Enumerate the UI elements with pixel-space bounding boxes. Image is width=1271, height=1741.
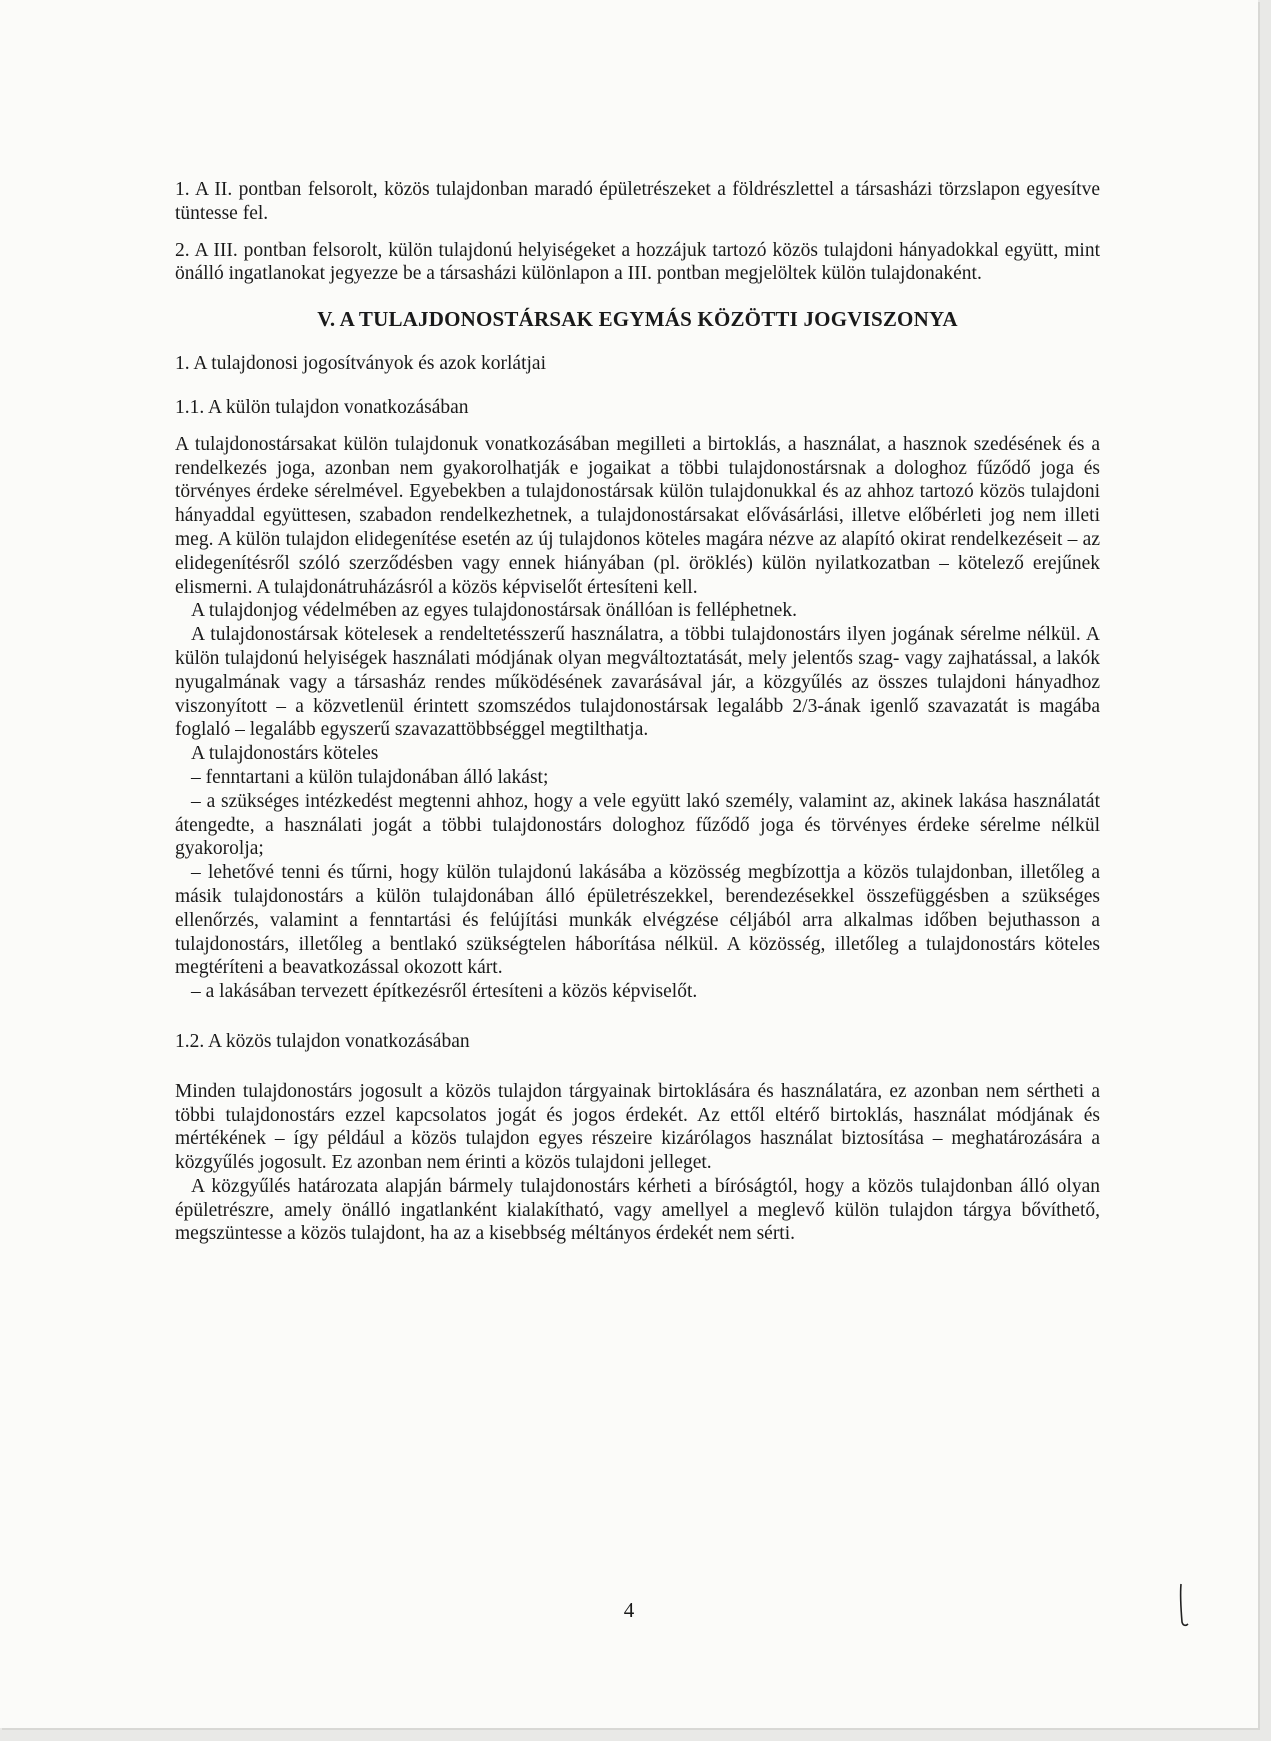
subheading-1-2: 1.2. A közös tulajdon vonatkozásában — [175, 1030, 470, 1052]
section-1-1-paragraph-2: A tulajdonjog védelmében az egyes tulajdonostársak önállóan is felléphetnek. — [191, 600, 797, 622]
paragraph-2: 2. A III. pontban felsorolt, külön tulajdonú helyiségeket a hozzájuk tartozó közös tulajdoni hányadokkal együtt, mint önálló ingatlanokat jegyezze be a társasházi különlapon a III. pontban megjelöltek külön tulajdonaként. — [175, 239, 1100, 285]
section-1-1-paragraph-3: A tulajdonostársak kötelesek a rendeltetésszerű használatra, a többi tulajdonostárs ilyen jogának sérelme nélkül. A külön tulajdonú helyiségek használati módjának olyan megváltoztatását, mely jelentős szag- vagy zajhatással, a lakók nyugalmának vagy a társasház rendes működésének zavarásával jár, a közgyűlés az összes tulajdoni hányadhoz viszonyított – a közvetlenül érintett szomszédos tulajdonostársak legalább 2/3-ának igenlő szavazatát is magába foglaló – legalább egyszerű szavazattöbbséggel megtilthatja. — [175, 624, 1100, 741]
obligation-item-4: – a lakásában tervezett építkezésről értesíteni a közös képviselőt. — [191, 981, 698, 1003]
obligation-item-2: – a szükséges intézkedést megtenni ahhoz, hogy a vele együtt lakó személy, valamint az, akinek lakása használatát átengedte, a használati jogát a többi tulajdonostárs dologhoz fűződő joga és törvényes érdeke sérelme nélkül gyakorolja; — [175, 790, 1100, 860]
obligation-item-1: – fenntartani a külön tulajdonában álló lakást; — [191, 766, 549, 788]
paragraph-1: 1. A II. pontban felsorolt, közös tulajdonban maradó épületrészeket a földrészlettel a társasházi törzslapon egyesítve tüntesse fel. — [175, 179, 1100, 224]
obligations-intro: A tulajdonostárs köteles — [191, 743, 379, 765]
obligation-item-3: – lehetővé tenni és tűrni, hogy külön tulajdonú lakásába a közösség megbízottja a közös tulajdonban, illetőleg a másik tulajdonostárs a külön tulajdonában álló épületrészekkel, berendezésekkel összefüggésben a szükséges ellenőrzés, valamint a fenntartási és felújítási munkák elvégzése céljából arra alkalmas időben bejuthasson a tulajdonostárs, illetőleg a bentlakó szükségtelen háborítása nélkül. A közösség, illetőleg a tulajdonostárs köteles megtéríteni a beavatkozással okozott kárt. — [175, 862, 1100, 979]
subheading-1-1: 1.1. A külön tulajdon vonatkozásában — [175, 396, 469, 418]
handwritten-initial-mark — [1175, 1582, 1189, 1630]
page-number: 4 — [623, 1598, 635, 1622]
section-1-2-paragraph-1: Minden tulajdonostárs jogosult a közös tulajdon tárgyainak birtoklására és használatára, ez azonban nem sértheti a többi tulajdonostárs ezzel kapcsolatos jogát és jogos érdekét. Az ettől eltérő birtoklás, használat módjának és mértékének – így például a közös tulajdon egyes részeire kizárólagos használat biztosítása – meghatározására a közgyűlés jogosult. Ez azonban nem érinti a közös tulajdoni jelleget. — [175, 1080, 1100, 1174]
subheading-1: 1. A tulajdonosi jogosítványok és azok korlátjai — [175, 353, 546, 375]
section-1-2-paragraph-2: A közgyűlés határozata alapján bármely tulajdonostárs kérheti a bíróságtól, hogy a közös tulajdonban álló olyan épületrészre, amely önálló ingatlanként kialakítható, vagy amellyel a meglevő külön tulajdon tárgya bővíthető, megszüntesse a közös tulajdont, ha az a kisebbség méltányos érdekét nem sérti. — [175, 1175, 1100, 1245]
section-1-1-paragraph-1: A tulajdonostársakat külön tulajdonuk vonatkozásában megilleti a birtoklás, a használat, a hasznok szedésének és a rendelkezés joga, azonban nem gyakorolhatják e jogaikat a többi tulajdonostársnak a dologhoz fűződő joga és törvényes érdeke sérelmével. Egyebekben a tulajdonostársak külön tulajdonukkal és az ahhoz tartozó közös tulajdoni hányaddal együttesen, szabadon rendelkezhetnek, a tulajdonostársakat elővásárlási, illetve előbérleti jog nem illeti meg. A külön tulajdon elidegenítése esetén az új tulajdonos köteles magára nézve az alapító okirat rendelkezéseit – az elidegenítésről szóló szerződésben vagy ennek hiányában (pl. öröklés) külön nyilatkozatban – kötelező erejűnek elismerni. A tulajdonátruházásról a közös képviselőt értesíteni kell. — [175, 433, 1100, 598]
section-title: V. A TULAJDONOSTÁRSAK EGYMÁS KÖZÖTTI JOGVISZONYA — [317, 307, 958, 332]
document-body — [175, 178, 1100, 1246]
